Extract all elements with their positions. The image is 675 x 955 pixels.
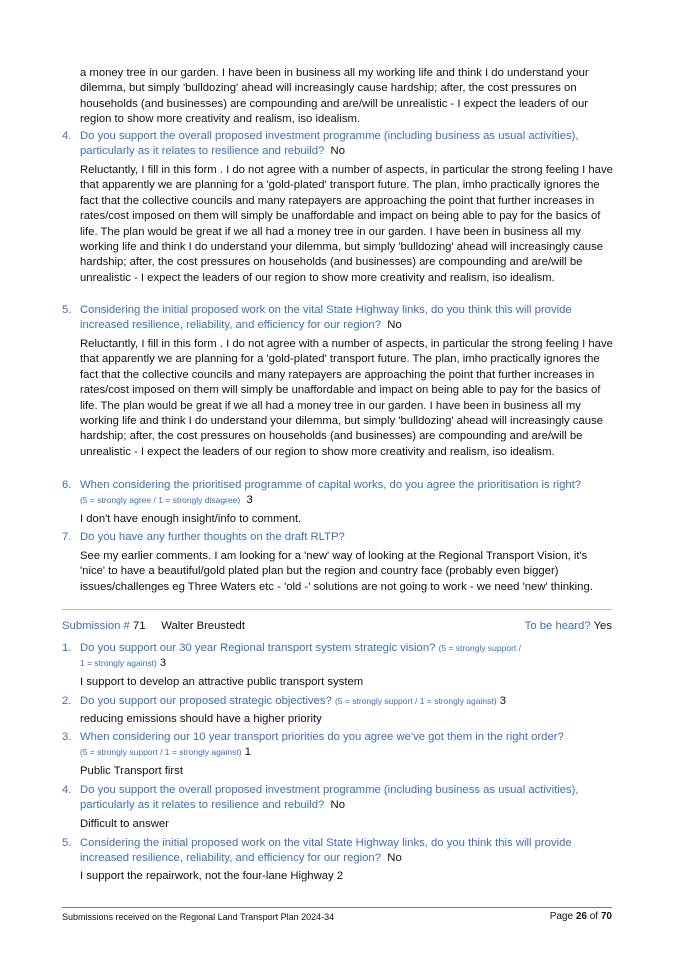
question-2 (62, 694, 617, 709)
section-divider (62, 609, 612, 610)
question-text: Considering the initial proposed work on the vital State Highway links, do you think this will provide (80, 304, 572, 316)
question-number: 1. (62, 642, 72, 654)
question-5 (62, 303, 617, 334)
to-be-heard (525, 619, 612, 634)
question-text: Do you have any further thoughts on the draft RLTP? (80, 531, 345, 543)
footer-rule (62, 907, 612, 908)
response-paragraph: Reluctantly, I fill in this form . I do not agree with a number of aspects, in particular the strong feeling I have that apparently we are planning for a 'gold-plated' transport future. The plan, imho practically ignores the fact that the collective councils and many ratepayers are approaching the point that further increases in rates/cost imposed on them will simply be unaffordable and impact on being able to pay for the basics of life. The plan would be great if we all had a money tree in our garden. I have been in business all my working life and think I do understand your dilemma, but simply 'bulldozing' ahead will increasingly cause hardship; after, the cost pressures on households (and businesses) are compounding and are/will be unrealistic - I expect the leaders of our region to show more creativity and realism, iso idealism. (80, 338, 613, 458)
question-text: When considering the prioritised programme of capital works, do you agree the prioritisation is right? (80, 479, 582, 491)
question-text-cont: increased resilience, reliability, and efficiency for our region? (80, 852, 381, 865)
answer-value: 3 (159, 657, 167, 670)
response-paragraph: reducing emissions should have a higher priority (80, 713, 322, 725)
page-of: of (589, 911, 599, 922)
scale-note-cont: 1 = strongly against) (80, 658, 157, 669)
answer-value: 3 (499, 695, 506, 707)
question-text: Do you support our proposed strategic objectives? (80, 695, 332, 707)
question-text: Considering the initial proposed work on the vital State Highway links, do you think this will provide (80, 837, 572, 849)
question-6 (62, 478, 617, 509)
question-number: 5. (62, 304, 72, 316)
question-7 (62, 530, 617, 545)
question-number: 4. (62, 784, 72, 796)
question-text: Do you support the overall proposed investment programme (including business as usual activities), (80, 130, 579, 142)
page-number (550, 911, 612, 923)
response-paragraph: See my earlier comments. I am looking for a 'new' way of looking at the Regional Transport Vision, it's 'nice' to have a beautiful/gold plated plan but the region and country face (probably even bigger) issues/challenges eg Three Waters etc - 'old -' solutions are not going to work - we need 'new' thinking. (80, 550, 593, 593)
question-text-cont: particularly as it relates to resilience and rebuild? (80, 799, 325, 812)
question-number: 4. (62, 130, 72, 142)
answer-value: No (330, 145, 345, 158)
response-paragraph: I support the repairwork, not the four-lane Highway 2 (80, 870, 344, 882)
response-paragraph: I support to develop an attractive public transport system (80, 676, 364, 688)
response-paragraph: Public Transport first (80, 765, 183, 777)
question-4 (62, 129, 617, 160)
question-4b (62, 783, 617, 814)
question-text-cont: particularly as it relates to resilience and rebuild? (80, 145, 325, 158)
answer-value: No (330, 799, 345, 812)
question-5b (62, 836, 617, 867)
question-1 (62, 641, 617, 672)
question-text: Do you support our 30 year Regional transport system strategic vision? (80, 642, 436, 654)
page-total: 70 (600, 911, 612, 922)
question-text: When considering our 10 year transport priorities do you agree we've got them in the right order? (80, 731, 564, 743)
page-footer (62, 911, 612, 923)
question-number: 7. (62, 531, 72, 543)
question-text-cont: increased resilience, reliability, and efficiency for our region? (80, 319, 381, 332)
answer-value: 1 (244, 746, 252, 759)
question-3 (62, 730, 617, 761)
to-be-heard-label: To be heard? (524, 620, 591, 632)
response-paragraph: Reluctantly, I fill in this form . I do not agree with a number of aspects, in particular the strong feeling I have that apparently we are planning for a 'gold-plated' transport future. The plan, imho practically ignores the fact that the collective councils and many ratepayers are approaching the point that further increases in rates/cost imposed on them will simply be unaffordable and impact on being able to pay for the basics of life. The plan would be great if we all had a money tree in our garden. I have been in business all my working life and think I do understand your dilemma, but simply 'bulldozing' ahead will increasingly cause hardship; after, the cost pressures on households (and businesses) are compounding and are/will be unrealistic - I expect the leaders of our region to show more creativity and realism, iso idealism. (80, 164, 613, 284)
scale-note: (5 = strongly agree / 1 = strongly disagree) (80, 495, 241, 506)
question-text: Do you support the overall proposed investment programme (including business as usual activities), (80, 784, 579, 796)
question-number: 6. (62, 479, 72, 491)
question-number: 3. (62, 731, 72, 743)
page-label: Page (549, 911, 574, 922)
response-paragraph: Difficult to answer (80, 818, 169, 830)
response-paragraph: a money tree in our garden. I have been in business all my working life and think I do understand your dilemma, but simply 'bulldozing' ahead will increasingly cause hardship; after, the cost pressures on households (and businesses) are compounding and are/will be unrealistic - I expect the leaders of our region to show more creativity and realism, iso idealism. (80, 67, 589, 126)
submitter-name: Walter Breustedt (161, 620, 245, 632)
question-number: 2. (62, 695, 72, 707)
submission-number: 71 (132, 620, 146, 632)
answer-value: No (387, 852, 402, 865)
page-current: 26 (575, 911, 587, 922)
scale-note: (5 = strongly support / 1 = strongly against) (334, 696, 497, 706)
submission-label: Submission # (62, 620, 130, 632)
footer-title: Submissions received on the Regional Land Transport Plan 2024-34 (62, 912, 335, 922)
scale-note: (5 = strongly support / (438, 643, 521, 653)
answer-value: No (387, 319, 402, 332)
question-number: 5. (62, 837, 72, 849)
submission-header (62, 619, 612, 634)
scale-note: (5 = strongly support / 1 = strongly against) (80, 747, 242, 758)
to-be-heard-value: Yes (593, 620, 612, 632)
response-paragraph: I don't have enough insight/info to comment. (80, 513, 302, 525)
answer-value: 3 (246, 494, 253, 507)
